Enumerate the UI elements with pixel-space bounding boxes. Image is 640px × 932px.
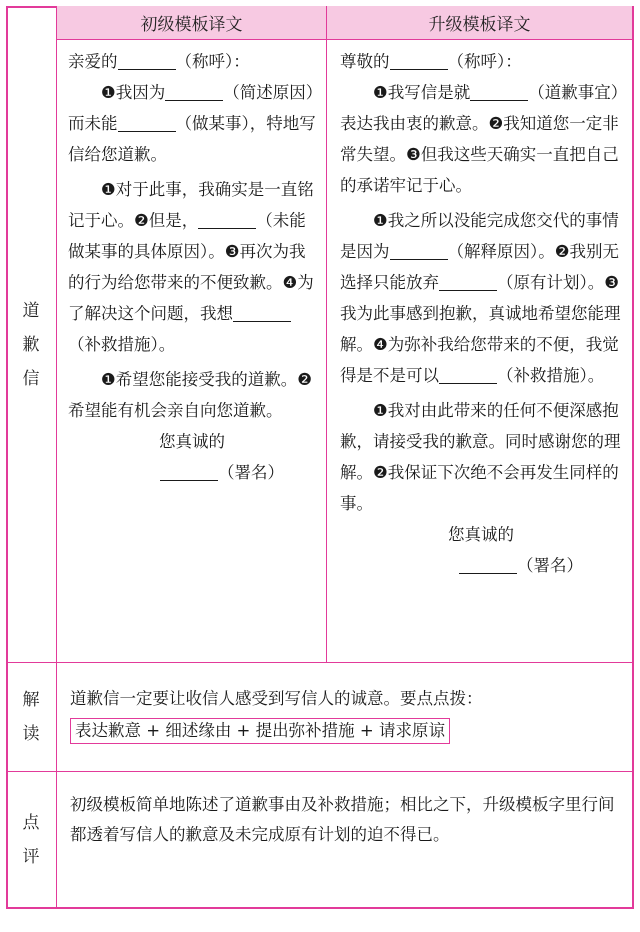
blank-line — [165, 82, 223, 101]
blank-line — [459, 555, 517, 574]
upgraded-paragraph-2 — [340, 205, 622, 391]
blank-line — [118, 51, 176, 70]
basic-p1-a: ❶我因为 — [101, 83, 166, 102]
blank-line — [390, 51, 448, 70]
upgraded-p2-b: （解释原因）。❷我别无选择只能放弃 — [340, 242, 620, 292]
row-label-interpretation — [6, 683, 56, 751]
comment-content — [70, 790, 622, 850]
basic-greeting — [68, 46, 316, 77]
row-label-char: 读 — [22, 724, 40, 744]
basic-p2-c: （补救措施）。 — [68, 335, 176, 354]
basic-closing — [68, 426, 316, 457]
row-label-char: 点 — [22, 813, 40, 833]
upgraded-greeting-suffix: （称呼）： — [447, 52, 522, 71]
basic-greeting-prefix: 亲爱的 — [68, 52, 118, 71]
basic-closing-text: 您真诚的 — [159, 432, 225, 451]
blank-line — [439, 272, 497, 291]
upgraded-p2-c: （原有计划）。❸我为此事感到抱歉，真诚地希望您能理解。❹为弥补我给您带来的不便，我觉得是不是可以 — [340, 273, 621, 385]
basic-greeting-suffix: （称呼）： — [175, 52, 250, 71]
header-basic-template — [57, 6, 326, 39]
basic-p3: ❶希望您能接受我的道歉。❷希望能有机会亲自向您道歉。 — [68, 370, 313, 420]
upgraded-paragraph-3 — [340, 395, 622, 519]
upgraded-closing-text: 您真诚的 — [448, 525, 514, 544]
blank-line — [118, 113, 176, 132]
upgraded-greeting-prefix: 尊敬的 — [340, 52, 390, 71]
upgraded-p1-b: （道歉事宜）表达我由衷的歉意。❷我知道您一定非常失望。❸但我这些天确实一直把自己的承诺牢记于心。 — [340, 83, 620, 195]
row-label-char: 评 — [22, 847, 40, 867]
blank-line — [198, 210, 256, 229]
basic-p1-b: （简述原因）而未能 — [68, 83, 315, 133]
divider-header — [56, 39, 634, 40]
divider-interpretation-row — [6, 771, 634, 772]
basic-paragraph-3 — [68, 364, 316, 426]
header-basic-title: 初级模板译文 — [140, 15, 243, 35]
row-label-char: 信 — [22, 369, 40, 389]
row-label-comment — [6, 806, 56, 874]
header-upgraded-title: 升级模板译文 — [428, 15, 531, 35]
upgraded-p3: ❶我对由此带来的任何不便深感抱歉，请接受我的歉意。同时感谢您的理解。❷我保证下次绝不会再发生同样的事。 — [340, 401, 621, 513]
basic-signature-text: （署名） — [218, 463, 284, 482]
row-label-char: 解 — [22, 690, 40, 710]
row-label-letter — [6, 294, 56, 396]
basic-paragraph-2 — [68, 174, 316, 360]
upgraded-p2-a: ❶我之所以没能完成您交代的事情是因为 — [340, 211, 619, 261]
divider-template-columns — [326, 6, 327, 662]
blank-line — [439, 365, 497, 384]
basic-template-text — [68, 46, 316, 488]
basic-p1-c: （做某事），特地写信给您道歉。 — [68, 114, 316, 164]
basic-p2-b: （未能做某事的具体原因）。❸再次为我的行为给您带来的不便致歉。❹为了解决这个问题，我想 — [68, 211, 314, 323]
basic-p2-a: ❶对于此事，我确实是一直铭记于心。❷但是， — [68, 180, 314, 230]
upgraded-greeting — [340, 46, 622, 77]
row-label-char: 道 — [22, 301, 40, 321]
divider-letter-row — [6, 662, 634, 663]
basic-signature — [68, 457, 316, 488]
upgraded-p2-d: （补救措施）。 — [497, 366, 605, 385]
interpretation-text: 道歉信一定要让收信人感受到写信人的诚意。要点点拨： — [70, 689, 483, 708]
upgraded-signature — [340, 550, 622, 581]
blank-line — [233, 303, 291, 322]
blank-line — [470, 82, 528, 101]
interpretation-content — [70, 684, 622, 746]
upgraded-signature-text: （署名） — [517, 556, 583, 575]
blank-line — [390, 241, 448, 260]
basic-paragraph-1 — [68, 77, 316, 170]
upgraded-closing — [340, 519, 622, 550]
row-label-char: 歉 — [22, 335, 40, 355]
upgraded-template-text — [340, 46, 622, 581]
comment-text: 初级模板简单地陈述了道歉事由及补救措施；相比之下，升级模板字里行间都透着写信人的歉意及未完成原有计划的迫不得已。 — [70, 795, 615, 844]
header-upgraded-template — [327, 6, 632, 39]
blank-line — [160, 462, 218, 481]
divider-label-column — [56, 6, 57, 909]
upgraded-p1-a: ❶我写信是就 — [373, 83, 471, 102]
upgraded-paragraph-1 — [340, 77, 622, 201]
keypoints-box: 表达歉意 + 细述缘由 + 提出弥补措施 + 请求原谅 — [70, 718, 450, 744]
